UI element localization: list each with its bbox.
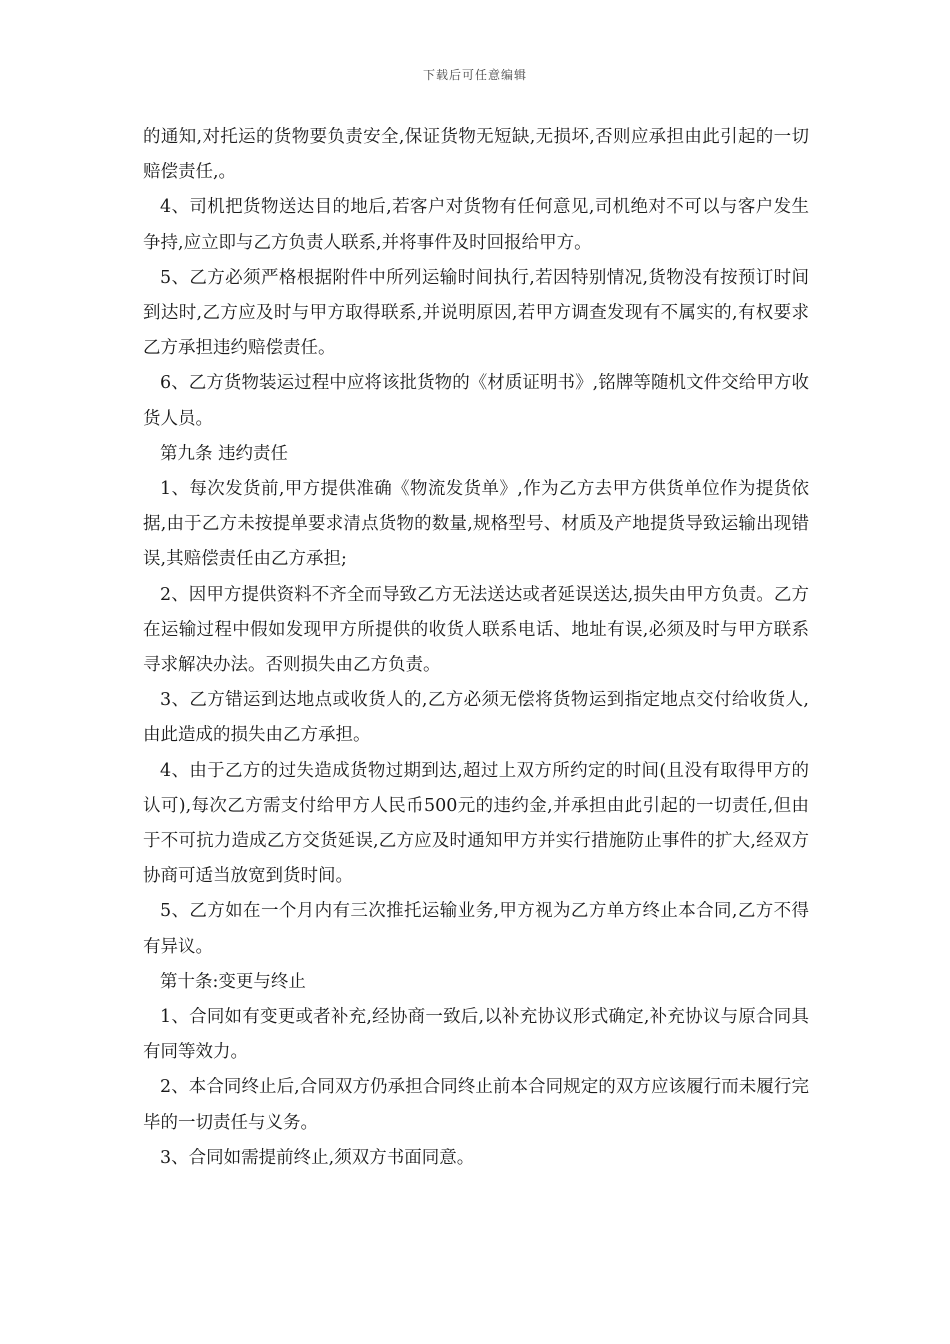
paragraph-clause-10-3: 3、合同如需提前终止,须双方书面同意。 (160, 1147, 475, 1168)
document-body (143, 120, 809, 1176)
section-heading-article-10: 第十条:变更与终止 (160, 971, 306, 992)
paragraph-clause-9-2: 2、因甲方提供资料不齐全而导致乙方无法送达或者延误送达,损失由甲方负责。乙方在运输过程中假如发现甲方所提供的收货人联系电话、地址有误,必须及时与甲方联系寻求解决办法。否则损失由乙方负责。 (143, 584, 809, 676)
paragraph-clause-8-5: 5、乙方必须严格根据附件中所列运输时间执行,若因特别情况,货物没有按预订时间到达时,乙方应及时与甲方取得联系,并说明原因,若甲方调查发现有不属实的,有权要求乙方承担违约赔偿责任。 (143, 267, 809, 359)
paragraph-clause-10-1: 1、合同如有变更或者补充,经协商一致后,以补充协议形式确定,补充协议与原合同具有同等效力。 (143, 1007, 809, 1063)
paragraph-clause-8-4: 4、司机把货物送达目的地后,若客户对货物有任何意见,司机绝对不可以与客户发生争持,应立即与乙方负责人联系,并将事件及时回报给甲方。 (143, 197, 809, 253)
paragraph-clause-9-3: 3、乙方错运到达地点或收货人的,乙方必须无偿将货物运到指定地点交付给收货人,由此造成的损失由乙方承担。 (143, 690, 809, 746)
paragraph-clause-9-4: 4、由于乙方的过失造成货物过期到达,超过上双方所约定的时间(且没有取得甲方的认可),每次乙方需支付给甲方人民币500元的违约金,并承担由此引起的一切责任,但由于不可抗力造成乙方交货延误,乙方应及时通知甲方并实行措施防止事件的扩大,经双方协商可适当放宽到货时间。 (143, 760, 809, 887)
paragraph-clause-9-1: 1、每次发货前,甲方提供准确《物流发货单》,作为乙方去甲方供货单位作为提货依据,由于乙方未按提单要求清点货物的数量,规格型号、材质及产地提货导致运输出现错误,其赔偿责任由乙方承担; (143, 479, 809, 570)
paragraph-clause-10-2: 2、本合同终止后,合同双方仍承担合同终止前本合同规定的双方应该履行而未履行完毕的一切责任与义务。 (143, 1077, 809, 1133)
paragraph-clause-9-5: 5、乙方如在一个月内有三次推托运输业务,甲方视为乙方单方终止本合同,乙方不得有异议。 (143, 901, 809, 957)
page-header: 下载后可任意编辑 (422, 68, 527, 82)
paragraph-clause-8-6: 6、乙方货物装运过程中应将该批货物的《材质证明书》,铭牌等随机文件交给甲方收货人员。 (143, 373, 809, 429)
section-heading-article-9: 第九条 违约责任 (160, 443, 289, 464)
paragraph-continuation: 的通知,对托运的货物要负责安全,保证货物无短缺,无损坏,否则应承担由此引起的一切赔偿责任,。 (143, 127, 809, 183)
